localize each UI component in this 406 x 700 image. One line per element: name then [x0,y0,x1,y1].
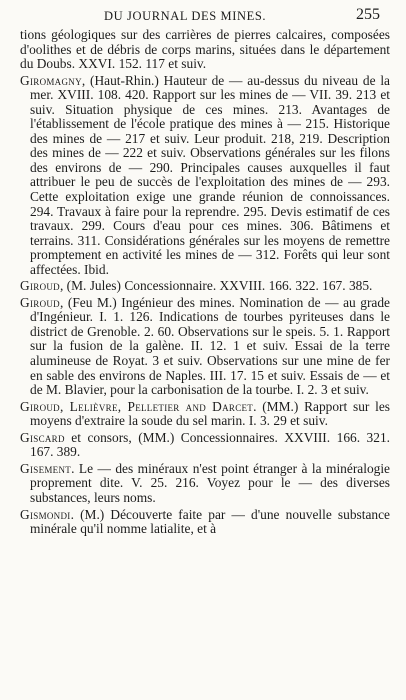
index-entry [20,296,390,398]
entry-headword: Gismondi [20,506,71,522]
entry-text: tions géologiques sur des carrières de pierres calcaires, composées d'oolithes et de débris de corps marins, situées dans le département du Doubs. XXVI. 152. 117 et suiv. [20,27,390,72]
entry-text: , (M. Jules) Concessionnaire. XXVIII. 166. 322. 167. 385. [59,278,373,294]
entry-headword: Giroud [20,294,60,310]
index-entry [20,74,390,278]
index-entry [20,508,390,537]
index-entry [20,400,390,429]
entry-text: , (Feu M.) Ingénieur des mines. Nomination de — au grade d'Ingénieur. I. 1. 126. Indications de tourbes pyriteuses dans le district de Grenoble. 2. 60. Observations sur le speis. 5. 1. Rapport sur la fusion de la galène. II. 12. 1 et suiv. Essai de la terre alumineuse de Royat. 3 et suiv. Observations sur une mine de fer en sable des environs de Naples. III. 17. 15 et suiv. Essais de — et de M. Blavier, pour la carbonisation de la tourbe. I. 2. 3 et suiv. [30,294,390,398]
entry-headword: Giroud [20,278,60,294]
index-entry [20,279,390,294]
index-body [20,28,390,539]
running-title: DU JOURNAL DES MINES. [104,9,267,23]
index-entry [20,462,390,506]
entry-text: et consors, (MM.) Concessionnaires. XXVIII. 166. 321. 167. 389. [30,429,390,460]
entry-text: , (Haut-Rhin.) Hauteur de — au-dessus du niveau de la mer. XVIII. 108. 420. Rapport sur les mines de — VII. 39. 213 et suiv. Situation physique de ces mines. 213. Avantages de l'établissement de l'école pratique des mines à — 215. Historique des mines de — 217 et suiv. Leur produit. 218, 219. Description des mines de — 222 et suiv. Observations générales sur les filons des environs de — 290. Principales causes auxquelles il faut attribuer le peu de succès de l'exploitation des mines de — 293. Cette exploitation exige une grande réunion de connoissances. 294. Travaux à faire pour la reprendre. 295. Devis estimatif de ces travaux. 299. Cours d'eau pour ces mines. 306. Bâtimens et terrains. 311. Considérations générales sur les moyens de remettre promptement en activité les mines de — 312. Forêts qui leur sont affectées. Ibid. [30,72,390,277]
page-number: 255 [356,6,380,23]
index-entry [20,28,390,72]
index-entry [20,431,390,460]
entry-text: . (MM.) Rapport sur les moyens d'extraire la soude du sel marin. I. 3. 29 et suiv. [30,398,390,429]
entry-text: . (M.) Découverte faite par — d'une nouvelle substance minérale qu'il nomme latialite, et à [30,506,390,537]
entry-headword: Giroud, Lelièvre, Pelletier and Darcet [20,398,254,414]
entry-headword: Gisement [20,460,72,476]
entry-headword: Giscard [20,429,65,445]
page-header [0,6,406,28]
entry-text: . Le — des minéraux n'est point étranger à la minéralogie proprement dite. V. 25. 216. Voyez pour le — des diverses substances, leurs noms. [30,460,390,505]
entry-headword: Giromagny [20,72,82,88]
